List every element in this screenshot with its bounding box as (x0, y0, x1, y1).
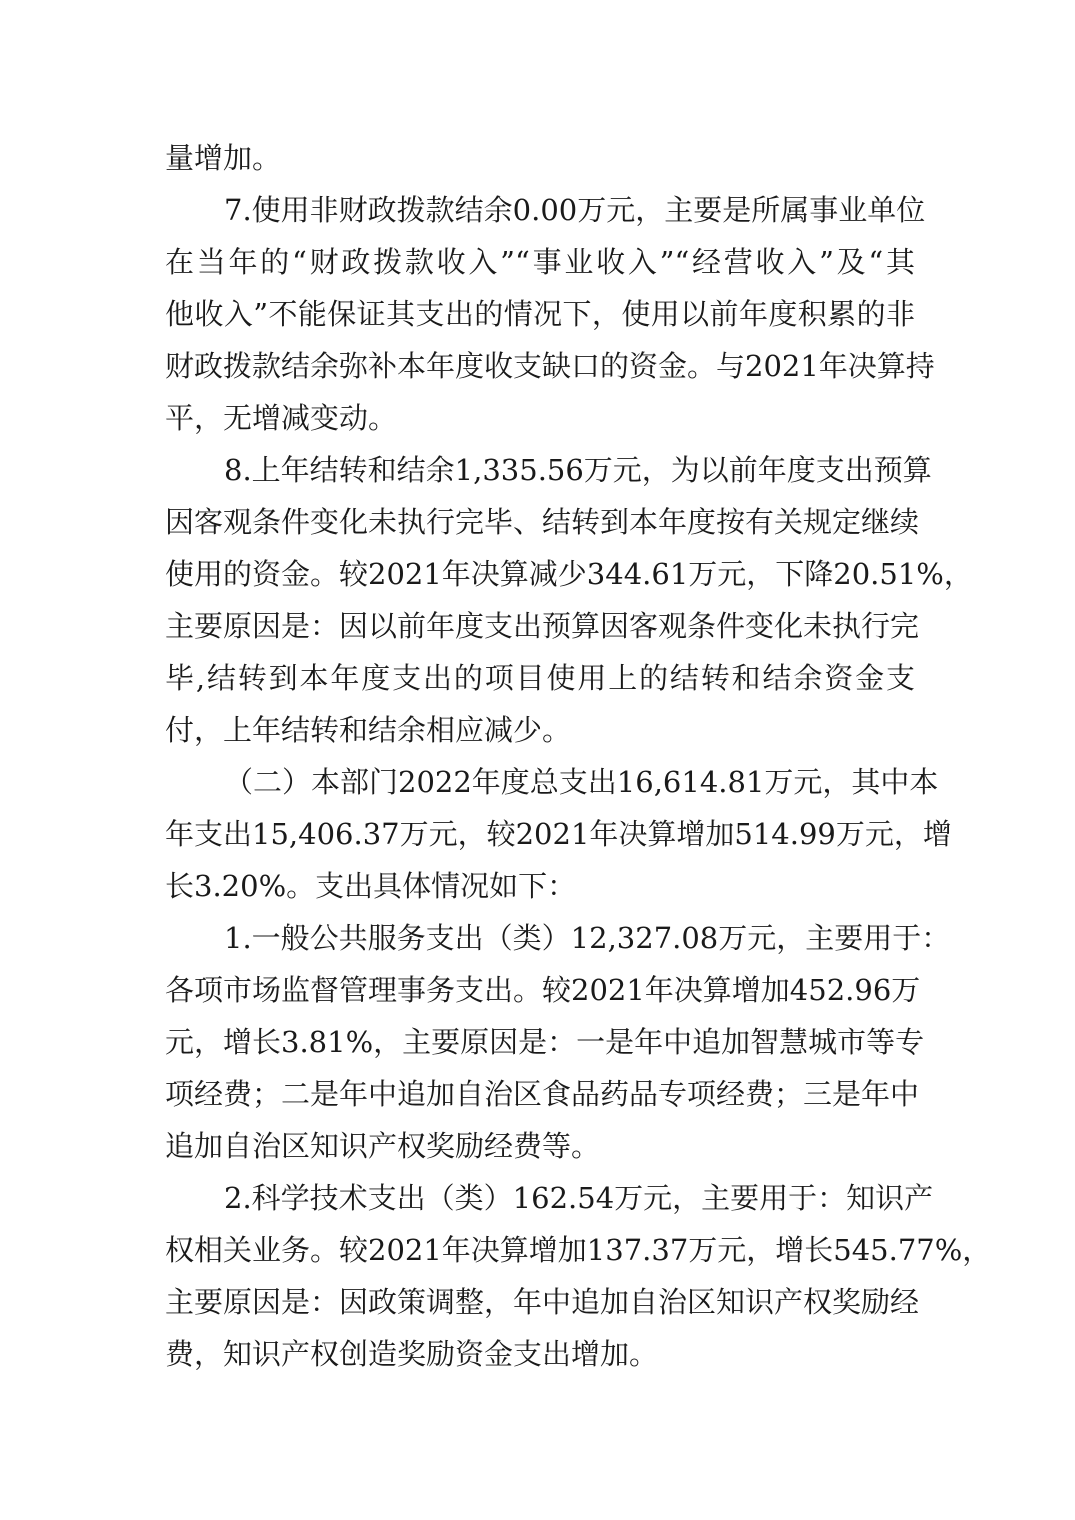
text-line: 在当年的“财政拨款收入”“事业收入”“经营收入”及“其 (165, 245, 915, 279)
text-line: 平，无增减变动。 (165, 401, 398, 435)
text-line: 因客观条件变化未执行完毕、结转到本年度按有关规定继续 (165, 505, 920, 539)
text-line: 财政拨款结余弥补本年度收支缺口的资金。与2021年决算持 (165, 349, 935, 383)
text-line: 年支出15,406.37万元，较2021年决算增加514.99万元，增 (165, 817, 952, 851)
text-line: 付，上年结转和结余相应减少。 (165, 713, 572, 747)
text-line: 权相关业务。较2021年决算增加137.37万元，增长545.77%， (165, 1233, 992, 1267)
text-line: 项经费；二是年中追加自治区食品药品专项经费；三是年中 (165, 1077, 920, 1111)
text-line: 主要原因是：因以前年度支出预算因客观条件变化未执行完 (165, 609, 920, 643)
text-line: 他收入”不能保证其支出的情况下，使用以前年度积累的非 (165, 297, 915, 331)
text-line: 量增加。 (165, 141, 282, 175)
text-line: 1.一般公共服务支出（类）12,327.08万元，主要用于： (224, 921, 951, 955)
text-line: 8.上年结转和结余1,335.56万元，为以前年度支出预算 (224, 453, 932, 487)
text-line: 2.科学技术支出（类）162.54万元，主要用于：知识产 (224, 1181, 934, 1215)
text-line: 追加自治区知识产权奖励经费等。 (165, 1129, 601, 1163)
text-line: 元，增长3.81%，主要原因是：一是年中追加智慧城市等专 (165, 1025, 925, 1059)
text-line: 7.使用非财政拨款结余0.00万元，主要是所属事业单位 (224, 193, 926, 227)
text-line: 各项市场监督管理事务支出。较2021年决算增加452.96万 (165, 973, 921, 1007)
text-line: 主要原因是：因政策调整，年中追加自治区知识产权奖励经 (165, 1285, 920, 1319)
text-line: 毕,结转到本年度支出的项目使用上的结转和结余资金支 (165, 661, 915, 695)
text-line: （二）本部门2022年度总支出16,614.81万元，其中本 (224, 765, 939, 799)
text-line: 费，知识产权创造奖励资金支出增加。 (165, 1337, 659, 1371)
text-line: 使用的资金。较2021年决算减少344.61万元，下降20.51%， (165, 557, 973, 591)
text-line: 长3.20%。支出具体情况如下： (165, 869, 577, 903)
